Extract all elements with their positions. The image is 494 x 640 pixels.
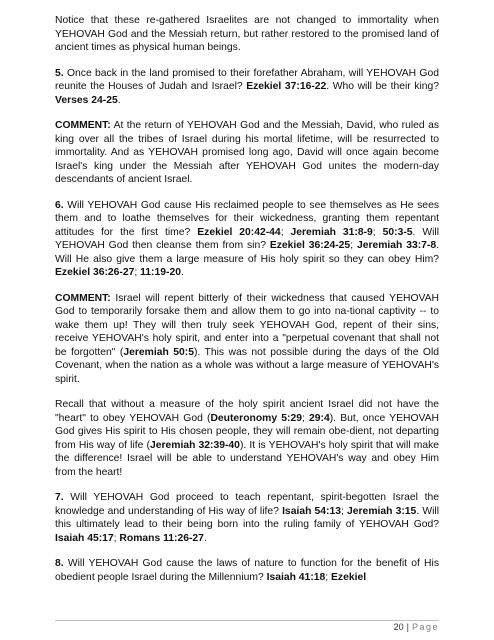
body-text: ;: [350, 240, 357, 251]
body-text: Will YEHOVAH God cause the laws of nature to function for the benefit of His obedient people Israel during the Millennium?: [55, 558, 439, 583]
body-text: Once back in the land promised to their forefather Abraham, will YEHOVAH God reunite the Houses of Judah and Israel?: [55, 67, 439, 92]
body-text: Notice that these re-gathered Israelites are not changed to immortality when YEHOVAH God and the Messiah return, but rather restored to the promised land of ancient times as physical human beings.: [55, 15, 439, 53]
body-text: .: [180, 267, 184, 278]
bold-text: 6.: [55, 199, 64, 211]
body-text: Israel will repent bitterly of their wickedness that caused YEHOVAH God to temporarily forsake them and allow them to go into na-tional captivity -- to wake them up! They will then truly seek YEHOVAH God, repent of their sins, receive YEHOVAH's holy spirit, and enter into a "perpetual covenant that shall not be forgotten" (: [55, 292, 439, 358]
body-text: ;: [301, 412, 310, 424]
bold-text: Isaiah 45:17: [55, 532, 114, 544]
footer-separator: |: [406, 622, 409, 632]
paragraph: [55, 557, 439, 584]
bold-text: Jeremiah 31:8-9: [290, 226, 373, 238]
body-text: Recall that without a measure of the holy spirit ancient Israel did not have the "heart" to obey YEHOVAH God (: [55, 399, 439, 424]
body-text: ). It is YEHOVAH's holy spirit that will make the difference! Israel will be able to understand YEHOVAH's way and obey Him from the heart!: [55, 439, 439, 478]
body-text: ;: [113, 532, 120, 544]
bold-text: Jeremiah 32:39-40: [149, 439, 240, 451]
body-text: . Will He also give them a large measure of His holy spirit so they can obey Him?: [55, 240, 439, 265]
bold-text: Jeremiah 33:7-8: [356, 240, 437, 251]
body-text: ). But, once YEHOVAH God gives His spirit to His chosen people, they will remain obe-dient, not departing from His way of life (: [55, 412, 440, 451]
bold-text: Ezekiel 37:16-22: [246, 81, 327, 92]
body-text: ). This was not possible during the days of the Old Covenant, when the nation as a whole was without a large measure of YEHOVAH's spirit.: [55, 346, 439, 385]
bold-text: COMMENT:: [55, 292, 111, 304]
bold-text: 5.: [55, 67, 64, 79]
bold-text: COMMENT:: [55, 120, 111, 131]
body-text: ;: [280, 226, 291, 238]
body-text: ;: [325, 571, 332, 583]
page-footer: [394, 622, 439, 632]
bold-text: Ezekiel 36:26-27: [55, 267, 135, 278]
bold-text: Ezekiel 36:24-25: [269, 240, 351, 251]
paragraph: [55, 199, 439, 280]
body-text: Will YEHOVAH God proceed to teach repentant, spirit-begotten Israel the knowledge and understanding of His way of life?: [55, 492, 439, 517]
body-text: . Will YEHOVAH God then cleanse them from sin?: [55, 226, 440, 251]
body-text: .: [203, 532, 207, 544]
bold-text: 7.: [55, 492, 64, 503]
paragraph: [55, 67, 439, 108]
paragraph: [55, 292, 439, 387]
body-text: ;: [134, 267, 141, 278]
body-text: .: [117, 94, 121, 106]
bold-text: Ezekiel: [331, 571, 367, 583]
bold-text: Isaiah 54:13: [282, 505, 341, 517]
body-text: ;: [341, 505, 348, 517]
page-label: Page: [411, 622, 439, 632]
paragraph: [55, 491, 439, 545]
bold-text: 11:19-20: [140, 267, 181, 278]
bold-text: Isaiah 41:18: [266, 571, 326, 583]
paragraph: [55, 119, 439, 187]
bold-text: Ezekiel 20:42-44: [197, 226, 281, 238]
paragraph: [55, 398, 439, 479]
bold-text: 29:4: [309, 412, 330, 424]
body-text: . Who will be their king?: [326, 81, 440, 92]
bold-text: Jeremiah 50:5: [123, 346, 194, 358]
body-text: Will YEHOVAH God cause His reclaimed people to see themselves as He sees them and to loathe themselves for their wickedness, granting them repentant attitudes for the first time?: [55, 199, 439, 238]
body-text: . Will this ultimately lead to their being born into the ruling family of YEHOVAH God?: [55, 505, 439, 530]
bold-text: 50:3-5: [382, 226, 413, 238]
bold-text: Romans 11:26-27: [119, 532, 204, 544]
bold-text: Verses 24-25: [55, 94, 118, 106]
body-text: At the return of YEHOVAH God and the Messiah, David, who ruled as king over all the tribes of Israel during his mortal lifetime, will be resurrected to immortality. And as YEHOVAH promised long ago, David will once again become Israel's king under the Messiah after YEHOVAH God unites the modern-day descendants of ancient Israel.: [55, 120, 439, 185]
bold-text: 8.: [55, 558, 64, 569]
body-text: ;: [372, 226, 383, 238]
footer-divider: [55, 620, 439, 621]
paragraph: [55, 14, 439, 55]
bold-text: Deuteronomy 5:29: [210, 412, 302, 424]
bold-text: Jeremiah 3:15: [347, 505, 417, 517]
document-body: [55, 14, 439, 596]
page-number: 20: [393, 622, 404, 632]
